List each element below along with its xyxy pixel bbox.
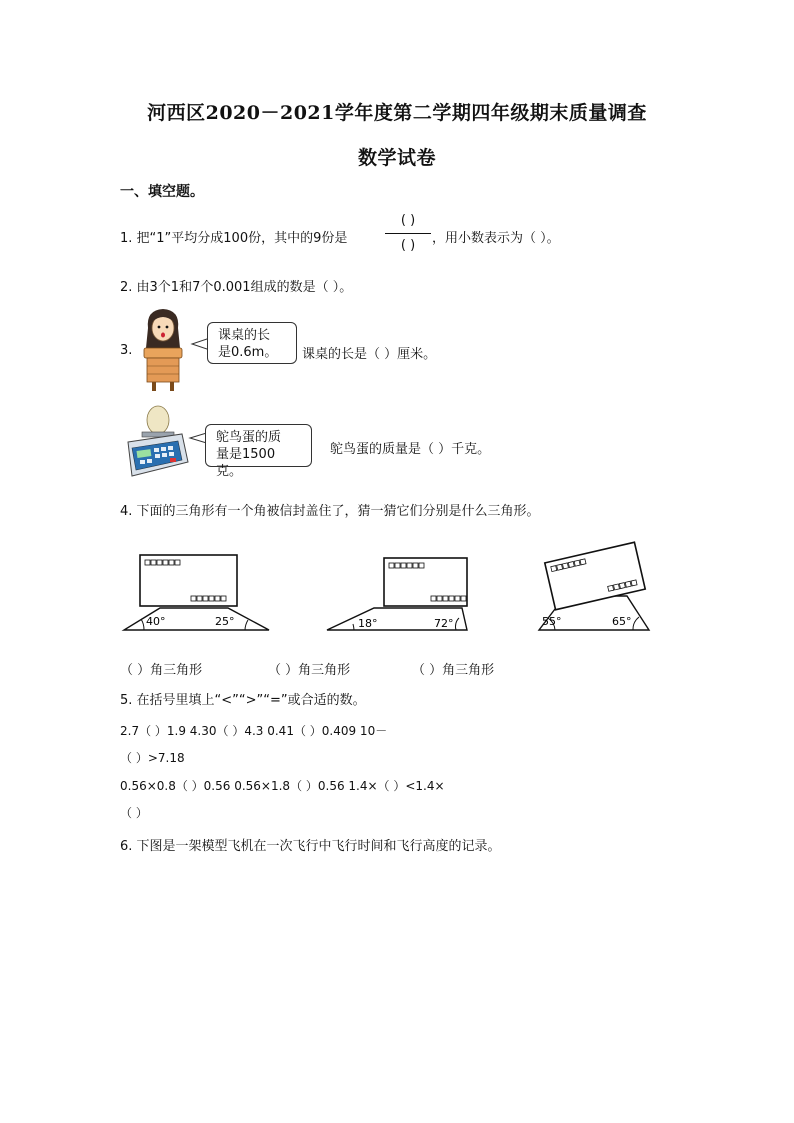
speech-bubble-desk — [207, 322, 297, 364]
section-heading: 一、填空题。 — [120, 184, 204, 200]
q5-row-1-continued: （ ）>7.18 — [120, 751, 185, 765]
page-title: 河西区2020－2021学年度第二学期四年级期末质量调查 — [147, 102, 647, 124]
q4-answer-3: （ ）角三角形 — [412, 663, 495, 678]
angle-label-55: 55° — [542, 615, 562, 628]
angle-label-72: 72° — [434, 617, 454, 630]
q5-text: 5. 在括号里填上“<”“>”“=”或合适的数。 — [120, 693, 366, 708]
triangle-diagram-2 — [322, 548, 472, 634]
bubble-line: 量是1500克。 — [216, 447, 276, 479]
bubble-line: 鸵鸟蛋的质 — [216, 430, 282, 445]
q6-text: 6. 下图是一架模型飞机在一次飞行中飞行时间和飞行高度的记录。 — [120, 839, 501, 854]
q3-desk-text: 课桌的长是（ ）厘米。 — [302, 347, 437, 362]
bubble-line: 课桌的长 — [218, 328, 271, 343]
angle-label-40: 40° — [146, 615, 166, 628]
angle-label-65: 65° — [612, 615, 632, 628]
angle-label-25: 25° — [215, 615, 235, 628]
q4-answer-1: （ ）角三角形 — [120, 663, 203, 678]
q2-text: 2. 由3个1和7个0.001组成的数是（ ）。 — [120, 280, 353, 295]
q4-answer-2: （ ）角三角形 — [268, 663, 351, 678]
q1-fraction-denominator: ( ) — [400, 238, 416, 253]
speech-bubble-egg — [205, 424, 312, 479]
q3-egg-text: 鸵鸟蛋的质量是（ ）千克。 — [330, 442, 491, 457]
q4-text: 4. 下面的三角形有一个角被信封盖住了，猜一猜它们分别是什么三角形。 — [120, 504, 540, 519]
triangle-diagram-3 — [535, 534, 655, 634]
q5-row-1: 2.7（ ）1.9 4.30（ ）4.3 0.41（ ）0.409 10－ — [120, 724, 388, 738]
fraction-bar — [385, 233, 431, 234]
angle-label-18: 18° — [358, 617, 378, 630]
q5-row-2: 0.56×0.8（ ）0.56 0.56×1.8（ ）0.56 1.4×（ ）<1.4× — [120, 779, 445, 793]
q1-text-after: ，用小数表示为（ ）。 — [432, 231, 560, 246]
bubble-line: 是0.6m。 — [218, 345, 278, 360]
q1-fraction-numerator: ( ) — [400, 213, 416, 228]
q1-text-before: 1. 把“1”平均分成100份，其中的9份是 — [120, 231, 348, 246]
triangle-diagram-1 — [118, 548, 273, 634]
girl-teacher-illustration — [138, 306, 188, 392]
page-subtitle: 数学试卷 — [357, 147, 436, 169]
q5-row-2-continued: （ ） — [120, 806, 148, 820]
scale-with-egg-illustration — [122, 404, 190, 478]
q3-number: 3. — [120, 343, 133, 358]
